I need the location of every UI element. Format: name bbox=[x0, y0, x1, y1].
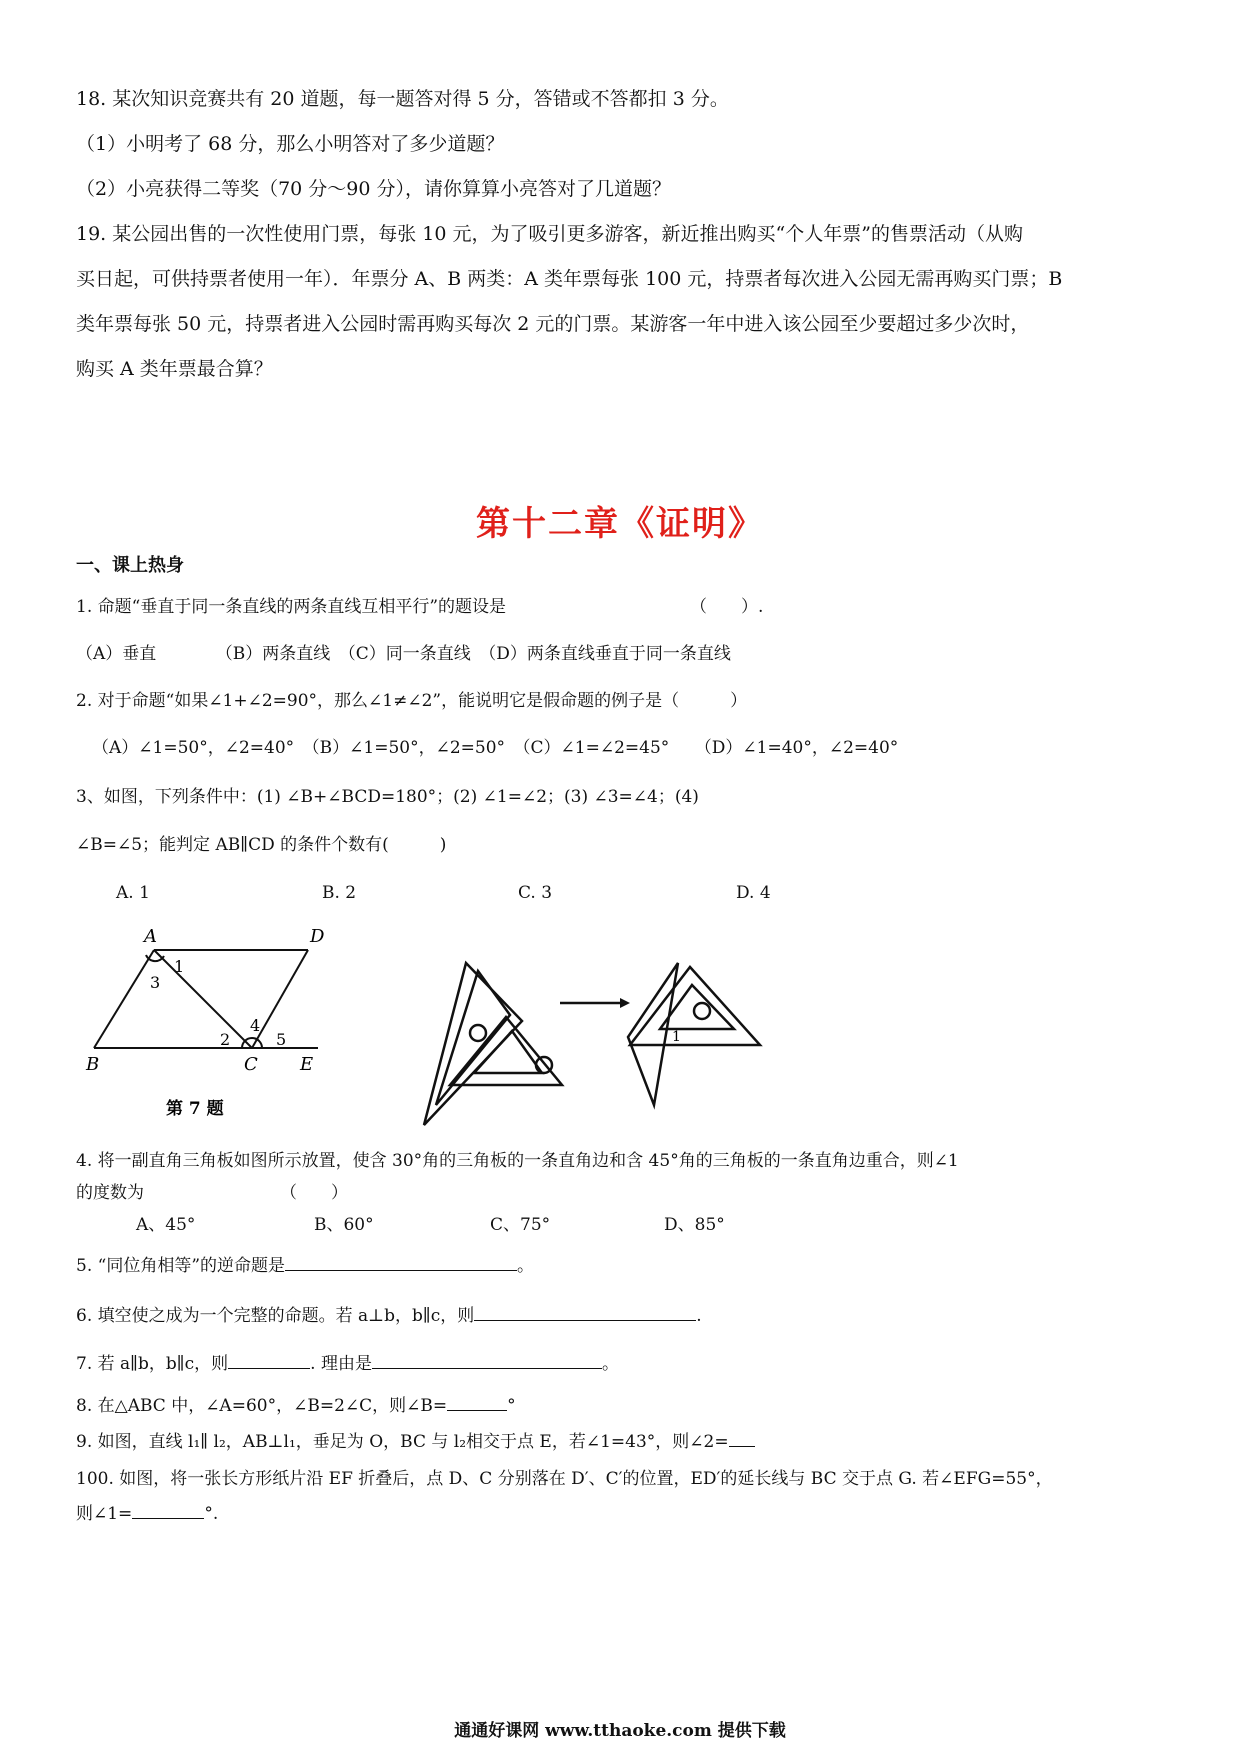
q18-part1: （1）小明考了 68 分，那么小明答对了多少道题？ bbox=[76, 133, 505, 155]
q6-end: . bbox=[696, 1306, 702, 1326]
q5-line bbox=[76, 1252, 534, 1279]
label-B: B bbox=[86, 1054, 100, 1075]
figure-caption: 第 7 题 bbox=[166, 1099, 224, 1119]
angle-5: 5 bbox=[276, 1030, 287, 1049]
q4-line2: 的度数为 bbox=[76, 1183, 144, 1203]
q8-line bbox=[76, 1392, 516, 1419]
q10-end: °. bbox=[204, 1504, 219, 1524]
q4-line1: 4. 将一副直角三角板如图所示放置，使含 30°角的三角板的一条直角边和含 45°角的三角板的一条直角边重合，则∠1 bbox=[76, 1151, 959, 1171]
q5-end: 。 bbox=[517, 1256, 535, 1276]
q9-answer-blank[interactable] bbox=[729, 1428, 755, 1447]
q9-stem: 9. 如图，直线 l₁∥ l₂，AB⊥l₁，垂足为 O，BC 与 l₂相交于点 E，若∠1=43°，则∠2= bbox=[76, 1432, 729, 1452]
angle-1: 1 bbox=[174, 957, 185, 976]
q7-answer-blank[interactable] bbox=[228, 1350, 310, 1369]
q6-line bbox=[76, 1302, 702, 1329]
q4-option-d: D、85° bbox=[664, 1215, 725, 1235]
q7-stem: 7. 若 a∥b，b∥c，则 bbox=[76, 1354, 229, 1374]
q7-end: 。 bbox=[601, 1354, 619, 1374]
q1-options: （A）垂直 （B）两条直线 （C）同一条直线 （D）两条直线垂直于同一条直线 bbox=[76, 644, 731, 664]
q3-option-b: B. 2 bbox=[322, 883, 357, 903]
page-footer: 通通好课网 www.tthaoke.com 提供下载 bbox=[454, 1721, 786, 1741]
angle-4: 4 bbox=[250, 1016, 261, 1035]
q7-reason: . 理由是 bbox=[310, 1354, 372, 1374]
q10-line2 bbox=[76, 1500, 218, 1527]
q18-part2: （2）小亮获得二等奖（70 分～90 分），请你算算小亮答对了几道题？ bbox=[76, 178, 672, 200]
q19-line4: 购买 A 类年票最合算？ bbox=[76, 358, 273, 380]
q4-option-c: C、75° bbox=[490, 1215, 551, 1235]
angle-2: 2 bbox=[220, 1030, 231, 1049]
figure-parallelogram bbox=[70, 918, 350, 1128]
q5-answer-blank[interactable] bbox=[285, 1252, 517, 1271]
q4-option-b: B、60° bbox=[314, 1215, 374, 1235]
q1-paren: （ ）. bbox=[690, 597, 764, 617]
q19-line3: 类年票每张 50 元，持票者进入公园时需再购买每次 2 元的门票。某游客一年中进入该公园至少要超过多少次时， bbox=[76, 313, 1030, 335]
q1-stem: 1. 命题“垂直于同一条直线的两条直线互相平行”的题设是 bbox=[76, 597, 507, 617]
section-heading: 一、课上热身 bbox=[76, 555, 184, 576]
q7-reason-blank[interactable] bbox=[372, 1350, 602, 1369]
q7-line bbox=[76, 1350, 619, 1377]
q19-line2: 买日起，可供持票者使用一年）．年票分 A、B 两类：A 类年票每张 100 元，持票者每次进入公园无需再购买门票；B bbox=[76, 268, 1063, 290]
q10-line1: 100. 如图，将一张长方形纸片沿 EF 折叠后，点 D、C 分别落在 D′、C′的位置，ED′的延长线与 BC 交于点 G. 若∠EFG=55°， bbox=[76, 1469, 1053, 1489]
figure-triangle-rulers bbox=[410, 955, 790, 1135]
q2-stem: 2. 对于命题“如果∠1+∠2=90°，那么∠1≠∠2”，能说明它是假命题的例子是（ ） bbox=[76, 691, 748, 711]
q10-stem: 则∠1= bbox=[76, 1504, 133, 1524]
q4-paren: （ ） bbox=[280, 1183, 348, 1203]
q8-end: ° bbox=[507, 1396, 516, 1416]
angle-3: 3 bbox=[150, 973, 161, 992]
q10-answer-blank[interactable] bbox=[132, 1500, 204, 1519]
q4-option-a: A、45° bbox=[136, 1215, 196, 1235]
q3-line2: ∠B=∠5；能判定 AB∥CD 的条件个数有( ) bbox=[76, 835, 447, 855]
q6-stem: 6. 填空使之成为一个完整的命题。若 a⊥b，b∥c，则 bbox=[76, 1306, 475, 1326]
q5-stem: 5. “同位角相等”的逆命题是 bbox=[76, 1256, 286, 1276]
q2-options: （A）∠1=50°，∠2=40° （B）∠1=50°，∠2=50° （C）∠1=∠2=45° （D）∠1=40°，∠2=40° bbox=[92, 738, 899, 758]
label-D: D bbox=[310, 926, 325, 947]
q6-answer-blank[interactable] bbox=[474, 1302, 696, 1321]
q8-answer-blank[interactable] bbox=[447, 1392, 507, 1411]
label-C: C bbox=[244, 1054, 258, 1075]
q3-option-c: C. 3 bbox=[518, 883, 553, 903]
chapter-title: 第十二章《证明》 bbox=[476, 504, 764, 544]
q18-stem: 18. 某次知识竞赛共有 20 道题，每一题答对得 5 分，答错或不答都扣 3 分。 bbox=[76, 88, 729, 110]
label-A: A bbox=[144, 926, 157, 947]
q9-line bbox=[76, 1428, 755, 1455]
q3-option-d: D. 4 bbox=[736, 883, 771, 903]
q3-option-a: A. 1 bbox=[116, 883, 150, 903]
q8-stem: 8. 在△ABC 中，∠A=60°，∠B=2∠C，则∠B= bbox=[76, 1396, 448, 1416]
q3-line1: 3、如图，下列条件中：(1) ∠B+∠BCD=180°；(2) ∠1=∠2；(3) ∠3=∠4；(4) bbox=[76, 787, 699, 807]
q19-line1: 19. 某公园出售的一次性使用门票，每张 10 元，为了吸引更多游客，新近推出购买“个人年票”的售票活动（从购 bbox=[76, 223, 1023, 245]
angle-1-label: 1 bbox=[672, 1029, 681, 1045]
label-E: E bbox=[300, 1054, 314, 1075]
